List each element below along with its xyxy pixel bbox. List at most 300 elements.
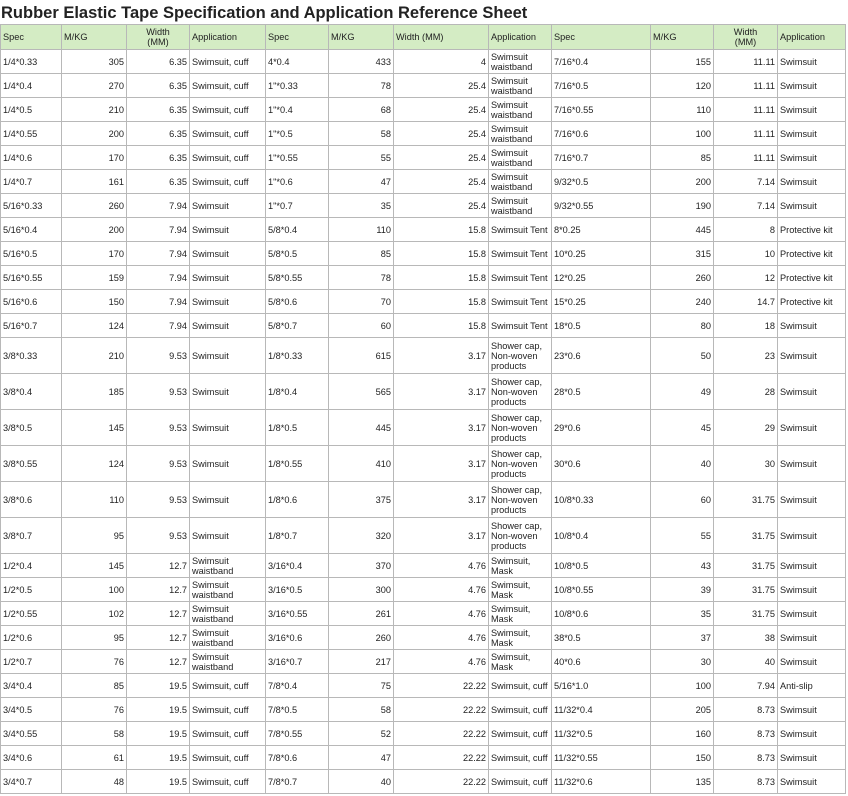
application-cell-3: Swimsuit: [778, 518, 846, 554]
spec-cell-1: 1/2*0.4: [1, 554, 62, 578]
table-row: [1, 218, 846, 242]
mkg-cell-3: 45: [651, 410, 714, 446]
spec-cell-1: 1/4*0.7: [1, 170, 62, 194]
spec-cell-2: 1/8*0.5: [266, 410, 329, 446]
table-row: [1, 650, 846, 674]
width-cell-3: 8.73: [714, 746, 778, 770]
mkg-cell-1: 200: [62, 122, 127, 146]
spec-cell-2: 5/8*0.6: [266, 290, 329, 314]
width-cell-1: 9.53: [127, 482, 190, 518]
mkg-cell-2: 78: [329, 74, 394, 98]
mkg-cell-1: 102: [62, 602, 127, 626]
header-spec-2: Spec: [266, 25, 329, 50]
application-cell-1: Swimsuit: [190, 194, 266, 218]
width-cell-2: 25.4: [394, 146, 489, 170]
width-cell-3: 12: [714, 266, 778, 290]
spec-cell-1: 3/8*0.4: [1, 374, 62, 410]
width-cell-2: 4.76: [394, 602, 489, 626]
width-cell-1: 7.94: [127, 218, 190, 242]
mkg-cell-1: 210: [62, 98, 127, 122]
application-cell-1: Swimsuit waistband: [190, 578, 266, 602]
width-cell-2: 3.17: [394, 374, 489, 410]
spec-cell-3: 11/32*0.55: [552, 746, 651, 770]
application-cell-1: Swimsuit, cuff: [190, 698, 266, 722]
width-cell-3: 23: [714, 338, 778, 374]
mkg-cell-1: 145: [62, 410, 127, 446]
width-cell-1: 12.7: [127, 554, 190, 578]
application-cell-1: Swimsuit waistband: [190, 626, 266, 650]
application-cell-3: Protective kit: [778, 290, 846, 314]
application-cell-2: Swimsuit Tent: [489, 242, 552, 266]
spec-cell-2: 1/8*0.7: [266, 518, 329, 554]
spec-cell-2: 1"*0.55: [266, 146, 329, 170]
mkg-cell-1: 150: [62, 290, 127, 314]
sheet-title: Rubber Elastic Tape Specification and Application Reference Sheet: [1, 4, 528, 22]
width-cell-2: 3.17: [394, 338, 489, 374]
width-cell-2: 3.17: [394, 410, 489, 446]
table-row: [1, 674, 846, 698]
application-cell-3: Swimsuit: [778, 146, 846, 170]
spec-cell-3: 30*0.6: [552, 446, 651, 482]
application-cell-3: Swimsuit: [778, 626, 846, 650]
width-cell-2: 15.8: [394, 290, 489, 314]
mkg-cell-3: 39: [651, 578, 714, 602]
spec-cell-2: 5/8*0.5: [266, 242, 329, 266]
width-cell-1: 9.53: [127, 518, 190, 554]
table-row: [1, 722, 846, 746]
spec-cell-3: 10*0.25: [552, 242, 651, 266]
spec-cell-3: 10/8*0.4: [552, 518, 651, 554]
header-width-1: Width (MM): [127, 25, 190, 50]
spec-cell-2: 1"*0.7: [266, 194, 329, 218]
application-cell-3: Swimsuit: [778, 650, 846, 674]
width-cell-2: 3.17: [394, 482, 489, 518]
mkg-cell-2: 58: [329, 122, 394, 146]
spec-cell-2: 3/16*0.6: [266, 626, 329, 650]
application-cell-2: Swimsuit, cuff: [489, 674, 552, 698]
header-row: [1, 25, 846, 50]
mkg-cell-2: 78: [329, 266, 394, 290]
header-width-3: Width (MM): [714, 25, 778, 50]
application-cell-1: Swimsuit, cuff: [190, 722, 266, 746]
spec-cell-2: 1/8*0.55: [266, 446, 329, 482]
spec-cell-1: 5/16*0.4: [1, 218, 62, 242]
mkg-cell-2: 300: [329, 578, 394, 602]
application-cell-2: Shower cap, Non-woven products: [489, 410, 552, 446]
mkg-cell-3: 37: [651, 626, 714, 650]
spec-cell-1: 1/4*0.4: [1, 74, 62, 98]
application-cell-3: Swimsuit: [778, 338, 846, 374]
application-cell-3: Swimsuit: [778, 194, 846, 218]
spec-cell-3: 5/16*1.0: [552, 674, 651, 698]
width-cell-3: 8.73: [714, 770, 778, 794]
table-row: [1, 554, 846, 578]
application-cell-3: Protective kit: [778, 218, 846, 242]
application-cell-3: Swimsuit: [778, 746, 846, 770]
width-cell-3: 31.75: [714, 602, 778, 626]
width-cell-2: 25.4: [394, 98, 489, 122]
application-cell-2: Swimsuit waistband: [489, 74, 552, 98]
application-cell-3: Swimsuit: [778, 122, 846, 146]
application-cell-2: Swimsuit Tent: [489, 290, 552, 314]
table-row: [1, 290, 846, 314]
width-cell-3: 11.11: [714, 50, 778, 74]
spec-cell-1: 3/4*0.4: [1, 674, 62, 698]
width-cell-3: 29: [714, 410, 778, 446]
width-cell-3: 14.7: [714, 290, 778, 314]
mkg-cell-1: 170: [62, 242, 127, 266]
header-width-2: Width (MM): [394, 25, 489, 50]
header-application-3: Application: [778, 25, 846, 50]
spec-cell-3: 10/8*0.5: [552, 554, 651, 578]
application-cell-1: Swimsuit, cuff: [190, 98, 266, 122]
mkg-cell-3: 80: [651, 314, 714, 338]
spec-cell-3: 29*0.6: [552, 410, 651, 446]
spec-cell-2: 7/8*0.7: [266, 770, 329, 794]
mkg-cell-1: 210: [62, 338, 127, 374]
mkg-cell-2: 261: [329, 602, 394, 626]
spec-cell-1: 1/2*0.5: [1, 578, 62, 602]
table-row: [1, 518, 846, 554]
table-row: [1, 314, 846, 338]
table-row: [1, 578, 846, 602]
application-cell-1: Swimsuit, cuff: [190, 770, 266, 794]
table-row: [1, 746, 846, 770]
spec-cell-2: 3/16*0.55: [266, 602, 329, 626]
application-cell-1: Swimsuit, cuff: [190, 146, 266, 170]
width-cell-3: 31.75: [714, 482, 778, 518]
mkg-cell-2: 35: [329, 194, 394, 218]
spec-cell-3: 18*0.5: [552, 314, 651, 338]
width-cell-1: 12.7: [127, 650, 190, 674]
spec-cell-1: 5/16*0.33: [1, 194, 62, 218]
width-cell-1: 9.53: [127, 338, 190, 374]
spec-cell-3: 7/16*0.7: [552, 146, 651, 170]
width-cell-3: 8: [714, 218, 778, 242]
spec-cell-1: 5/16*0.7: [1, 314, 62, 338]
application-cell-2: Swimsuit waistband: [489, 122, 552, 146]
width-cell-2: 25.4: [394, 122, 489, 146]
mkg-cell-2: 68: [329, 98, 394, 122]
application-cell-3: Swimsuit: [778, 374, 846, 410]
application-cell-2: Swimsuit, Mask: [489, 626, 552, 650]
width-cell-3: 10: [714, 242, 778, 266]
width-cell-1: 19.5: [127, 674, 190, 698]
table-row: [1, 482, 846, 518]
spec-cell-1: 3/4*0.55: [1, 722, 62, 746]
spec-cell-3: 10/8*0.33: [552, 482, 651, 518]
mkg-cell-3: 30: [651, 650, 714, 674]
width-cell-2: 15.8: [394, 314, 489, 338]
mkg-cell-2: 217: [329, 650, 394, 674]
spec-cell-3: 8*0.25: [552, 218, 651, 242]
application-cell-3: Anti-slip: [778, 674, 846, 698]
mkg-cell-2: 445: [329, 410, 394, 446]
width-cell-1: 7.94: [127, 194, 190, 218]
spec-cell-3: 10/8*0.55: [552, 578, 651, 602]
application-cell-1: Swimsuit waistband: [190, 650, 266, 674]
table-row: [1, 698, 846, 722]
width-cell-1: 6.35: [127, 122, 190, 146]
spec-cell-3: 7/16*0.5: [552, 74, 651, 98]
mkg-cell-1: 170: [62, 146, 127, 170]
mkg-cell-3: 190: [651, 194, 714, 218]
spec-cell-2: 3/16*0.4: [266, 554, 329, 578]
mkg-cell-2: 375: [329, 482, 394, 518]
mkg-cell-1: 270: [62, 74, 127, 98]
width-cell-2: 25.4: [394, 194, 489, 218]
mkg-cell-3: 40: [651, 446, 714, 482]
mkg-cell-2: 70: [329, 290, 394, 314]
mkg-cell-2: 47: [329, 170, 394, 194]
width-cell-3: 31.75: [714, 518, 778, 554]
spec-cell-2: 1"*0.6: [266, 170, 329, 194]
width-cell-3: 11.11: [714, 74, 778, 98]
table-row: [1, 122, 846, 146]
width-cell-1: 7.94: [127, 314, 190, 338]
width-cell-3: 11.11: [714, 146, 778, 170]
spec-cell-1: 5/16*0.5: [1, 242, 62, 266]
mkg-cell-3: 120: [651, 74, 714, 98]
width-cell-2: 22.22: [394, 770, 489, 794]
width-cell-1: 19.5: [127, 698, 190, 722]
application-cell-1: Swimsuit, cuff: [190, 50, 266, 74]
width-cell-2: 3.17: [394, 446, 489, 482]
spec-cell-1: 1/4*0.55: [1, 122, 62, 146]
application-cell-2: Shower cap, Non-woven products: [489, 518, 552, 554]
mkg-cell-3: 100: [651, 122, 714, 146]
table-row: [1, 170, 846, 194]
application-cell-1: Swimsuit: [190, 446, 266, 482]
width-cell-3: 30: [714, 446, 778, 482]
header-application-1: Application: [190, 25, 266, 50]
application-cell-2: Swimsuit, Mask: [489, 554, 552, 578]
mkg-cell-3: 135: [651, 770, 714, 794]
spec-cell-3: 11/32*0.6: [552, 770, 651, 794]
spec-cell-1: 3/4*0.6: [1, 746, 62, 770]
width-cell-1: 12.7: [127, 602, 190, 626]
mkg-cell-2: 615: [329, 338, 394, 374]
spec-cell-1: 3/8*0.33: [1, 338, 62, 374]
application-cell-3: Protective kit: [778, 242, 846, 266]
spec-cell-1: 1/4*0.6: [1, 146, 62, 170]
spec-cell-3: 12*0.25: [552, 266, 651, 290]
spec-cell-1: 3/8*0.7: [1, 518, 62, 554]
spec-cell-2: 1"*0.5: [266, 122, 329, 146]
spec-cell-1: 3/8*0.55: [1, 446, 62, 482]
width-cell-2: 15.8: [394, 266, 489, 290]
mkg-cell-2: 320: [329, 518, 394, 554]
table-row: [1, 50, 846, 74]
width-cell-1: 12.7: [127, 626, 190, 650]
table-row: [1, 626, 846, 650]
width-cell-2: 25.4: [394, 170, 489, 194]
spec-cell-3: 40*0.6: [552, 650, 651, 674]
application-cell-1: Swimsuit waistband: [190, 554, 266, 578]
spec-cell-1: 3/8*0.5: [1, 410, 62, 446]
application-cell-1: Swimsuit: [190, 290, 266, 314]
application-cell-3: Swimsuit: [778, 314, 846, 338]
width-cell-1: 6.35: [127, 98, 190, 122]
application-cell-2: Swimsuit, cuff: [489, 722, 552, 746]
mkg-cell-3: 110: [651, 98, 714, 122]
application-cell-2: Shower cap, Non-woven products: [489, 446, 552, 482]
width-cell-2: 4: [394, 50, 489, 74]
application-cell-3: Swimsuit: [778, 698, 846, 722]
header-spec-1: Spec: [1, 25, 62, 50]
application-cell-3: Swimsuit: [778, 410, 846, 446]
application-cell-1: Swimsuit, cuff: [190, 170, 266, 194]
mkg-cell-2: 47: [329, 746, 394, 770]
application-cell-1: Swimsuit: [190, 242, 266, 266]
spec-cell-1: 1/4*0.33: [1, 50, 62, 74]
application-cell-2: Swimsuit, cuff: [489, 698, 552, 722]
width-cell-1: 9.53: [127, 374, 190, 410]
header-mkg-3: M/KG: [651, 25, 714, 50]
mkg-cell-3: 100: [651, 674, 714, 698]
mkg-cell-1: 110: [62, 482, 127, 518]
mkg-cell-1: 185: [62, 374, 127, 410]
application-cell-3: Protective kit: [778, 266, 846, 290]
application-cell-2: Swimsuit waistband: [489, 50, 552, 74]
spec-cell-3: 23*0.6: [552, 338, 651, 374]
application-cell-3: Swimsuit: [778, 722, 846, 746]
width-cell-3: 7.14: [714, 194, 778, 218]
spec-cell-2: 3/16*0.7: [266, 650, 329, 674]
mkg-cell-3: 315: [651, 242, 714, 266]
mkg-cell-2: 410: [329, 446, 394, 482]
width-cell-3: 40: [714, 650, 778, 674]
mkg-cell-1: 48: [62, 770, 127, 794]
spec-cell-3: 9/32*0.55: [552, 194, 651, 218]
width-cell-1: 6.35: [127, 74, 190, 98]
application-cell-2: Swimsuit, cuff: [489, 746, 552, 770]
application-cell-3: Swimsuit: [778, 98, 846, 122]
application-cell-1: Swimsuit: [190, 218, 266, 242]
mkg-cell-3: 35: [651, 602, 714, 626]
application-cell-1: Swimsuit: [190, 518, 266, 554]
application-cell-2: Shower cap, Non-woven products: [489, 482, 552, 518]
width-cell-1: 6.35: [127, 50, 190, 74]
application-cell-3: Swimsuit: [778, 170, 846, 194]
spec-cell-1: 3/4*0.7: [1, 770, 62, 794]
mkg-cell-2: 40: [329, 770, 394, 794]
application-cell-3: Swimsuit: [778, 482, 846, 518]
spec-cell-1: 1/2*0.6: [1, 626, 62, 650]
spec-cell-2: 1/8*0.6: [266, 482, 329, 518]
application-cell-3: Swimsuit: [778, 554, 846, 578]
width-cell-1: 9.53: [127, 446, 190, 482]
spec-table: [0, 24, 846, 794]
mkg-cell-2: 75: [329, 674, 394, 698]
table-body: [1, 50, 846, 794]
width-cell-3: 7.14: [714, 170, 778, 194]
application-cell-1: Swimsuit waistband: [190, 602, 266, 626]
spec-cell-1: 3/8*0.6: [1, 482, 62, 518]
spec-cell-3: 7/16*0.6: [552, 122, 651, 146]
mkg-cell-3: 240: [651, 290, 714, 314]
mkg-cell-2: 52: [329, 722, 394, 746]
application-cell-1: Swimsuit, cuff: [190, 746, 266, 770]
width-cell-2: 4.76: [394, 578, 489, 602]
application-cell-1: Swimsuit, cuff: [190, 122, 266, 146]
application-cell-2: Shower cap, Non-woven products: [489, 338, 552, 374]
application-cell-2: Swimsuit, Mask: [489, 650, 552, 674]
application-cell-2: Swimsuit waistband: [489, 194, 552, 218]
application-cell-2: Swimsuit Tent: [489, 314, 552, 338]
spec-cell-3: 11/32*0.4: [552, 698, 651, 722]
spec-cell-1: 1/2*0.7: [1, 650, 62, 674]
mkg-cell-1: 58: [62, 722, 127, 746]
width-cell-2: 4.76: [394, 626, 489, 650]
mkg-cell-1: 260: [62, 194, 127, 218]
spec-cell-1: 5/16*0.6: [1, 290, 62, 314]
mkg-cell-1: 95: [62, 518, 127, 554]
application-cell-3: Swimsuit: [778, 74, 846, 98]
application-cell-1: Swimsuit, cuff: [190, 674, 266, 698]
mkg-cell-1: 305: [62, 50, 127, 74]
mkg-cell-3: 155: [651, 50, 714, 74]
width-cell-3: 7.94: [714, 674, 778, 698]
spec-cell-2: 7/8*0.6: [266, 746, 329, 770]
header-mkg-1: M/KG: [62, 25, 127, 50]
spec-cell-1: 5/16*0.55: [1, 266, 62, 290]
width-cell-1: 12.7: [127, 578, 190, 602]
spec-cell-2: 1"*0.4: [266, 98, 329, 122]
mkg-cell-2: 260: [329, 626, 394, 650]
application-cell-2: Swimsuit, Mask: [489, 602, 552, 626]
header-application-2: Application: [489, 25, 552, 50]
width-cell-3: 11.11: [714, 122, 778, 146]
spec-cell-1: 1/4*0.5: [1, 98, 62, 122]
width-cell-1: 19.5: [127, 746, 190, 770]
width-cell-2: 22.22: [394, 722, 489, 746]
width-cell-1: 6.35: [127, 146, 190, 170]
spec-cell-3: 7/16*0.4: [552, 50, 651, 74]
width-cell-1: 19.5: [127, 722, 190, 746]
mkg-cell-3: 150: [651, 746, 714, 770]
application-cell-3: Swimsuit: [778, 602, 846, 626]
mkg-cell-3: 50: [651, 338, 714, 374]
mkg-cell-3: 200: [651, 170, 714, 194]
application-cell-3: Swimsuit: [778, 446, 846, 482]
mkg-cell-3: 85: [651, 146, 714, 170]
mkg-cell-3: 205: [651, 698, 714, 722]
mkg-cell-3: 55: [651, 518, 714, 554]
application-cell-2: Swimsuit waistband: [489, 98, 552, 122]
mkg-cell-2: 110: [329, 218, 394, 242]
width-cell-3: 31.75: [714, 578, 778, 602]
spec-cell-2: 4*0.4: [266, 50, 329, 74]
application-cell-2: Swimsuit Tent: [489, 218, 552, 242]
mkg-cell-3: 445: [651, 218, 714, 242]
spec-cell-2: 1/8*0.4: [266, 374, 329, 410]
width-cell-1: 9.53: [127, 410, 190, 446]
spec-cell-3: 10/8*0.6: [552, 602, 651, 626]
mkg-cell-1: 76: [62, 650, 127, 674]
mkg-cell-1: 76: [62, 698, 127, 722]
spec-cell-2: 1"*0.33: [266, 74, 329, 98]
table-row: [1, 74, 846, 98]
spec-cell-3: 11/32*0.5: [552, 722, 651, 746]
table-row: [1, 770, 846, 794]
spec-cell-1: 3/4*0.5: [1, 698, 62, 722]
mkg-cell-3: 60: [651, 482, 714, 518]
width-cell-2: 22.22: [394, 746, 489, 770]
width-cell-1: 7.94: [127, 242, 190, 266]
table-row: [1, 374, 846, 410]
mkg-cell-1: 161: [62, 170, 127, 194]
